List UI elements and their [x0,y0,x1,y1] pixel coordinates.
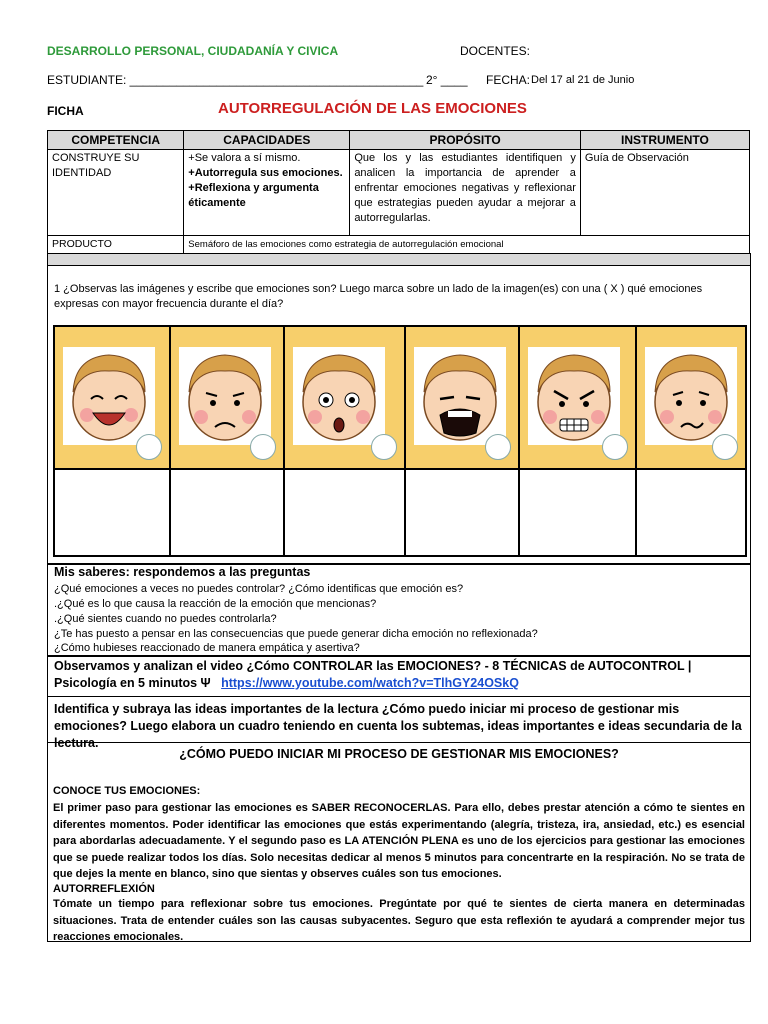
capacidades-cell [184,150,350,236]
area-title: DESARROLLO PERSONAL, CIUDADANÍA Y CIVICA [47,44,339,58]
competencia-cell: CONSTRUYE SU IDENTIDAD [48,150,184,236]
surprised-face-icon [293,347,385,445]
capacidad-1: +Se valora a sí mismo. [188,152,301,164]
ficha-label: FICHA [47,104,84,118]
faces-grid [53,325,747,557]
video-description: Observamos y analizan el video ¿Cómo CONTROLAR las EMOCIONES? - 8 TÉCNICAS de AUTOCONTROL | Psicología en 5 minutos Ψ [54,659,692,690]
sad-face-icon [179,347,271,445]
reading-paragraph-2: Tómate un tiempo para reflexionar sobre tus emociones. Pregúntate por qué te sientes de cierta manera en determinadas situaciones. Trata de entender cuáles son las causas subyacentes. Seguro que esta reflexión te ayudará a comprender mejor tus reacciones emocionales. [53,898,745,943]
instrumento-cell: Guía de Observación [580,150,749,236]
crying-face-icon [414,347,506,445]
saberes-box [47,563,751,657]
saberes-question-1: ¿Qué emociones a veces no puedes controlar? ¿Cómo identificas que emoción es? [54,583,464,595]
video-box [47,655,751,697]
answer-cell-2[interactable] [170,469,284,556]
mark-circle[interactable] [136,434,162,460]
video-text [54,658,744,692]
answer-cell-5[interactable] [519,469,636,556]
reading-title: ¿CÓMO PUEDO INICIAR MI PROCESO DE GESTIONAR MIS EMOCIONES? [179,747,619,761]
face-cell-crying [405,326,519,469]
face-cell-happy [54,326,170,469]
face-cell-sad [170,326,284,469]
question-1: 1 ¿Observas las imágenes y escribe que emociones son? Luego marca sobre un lado de la imagen(es) con una ( X ) qué emociones expresas con mayor frecuencia durante el día? [54,283,703,310]
mark-circle[interactable] [602,434,628,460]
header-proposito: PROPÓSITO [350,131,581,150]
estudiante-label: ESTUDIANTE: ____________________________________________ [47,73,424,87]
proposito-cell: Que los y las estudiantes identifiquen y analicen la importancia de aprender a enfrentar emociones negativas y reflexionar que estrategias pueden ayudar a mejorar a autorregularlas. [350,150,581,236]
video-link[interactable]: https://www.youtube.com/watch?v=TlhGY24OSkQ [221,676,519,690]
reading-subtitle-2: AUTORREFLEXIÓN [53,883,155,895]
answer-cell-6[interactable] [636,469,746,556]
saberes-question-3: .¿Qué sientes cuando no puedes controlarla? [54,613,277,625]
happy-face-icon [63,347,155,445]
producto-value: Semáforo de las emociones como estrategia de autorregulación emocional [184,236,750,254]
answer-cell-4[interactable] [405,469,519,556]
reading-box [47,742,751,942]
face-cell-worried [636,326,746,469]
answer-cell-3[interactable] [284,469,405,556]
fecha-label: FECHA: [486,73,531,87]
angry-face-icon [528,347,620,445]
capacidad-2: +Autorregula sus emociones. [188,167,343,179]
saberes-title: Mis saberes: respondemos a las preguntas [54,565,311,579]
instruction-box [47,696,751,750]
header-instrumento: INSTRUMENTO [580,131,749,150]
reading-subtitle-1: CONOCE TUS EMOCIONES: [53,785,201,797]
answer-cell-1[interactable] [54,469,170,556]
mark-circle[interactable] [371,434,397,460]
saberes-question-2: .¿Qué es lo que causa la reacción de la emoción que mencionas? [54,598,377,610]
header-capacidades: CAPACIDADES [184,131,350,150]
fecha-value: Del 17 al 21 de Junio [531,74,635,86]
reading-paragraph-1: El primer paso para gestionar las emociones es SABER RECONOCERLAS. Para ello, debes prestar atención a cómo te sientes en diferentes momentos. Poder identificar las emociones que estás experimentando (alegría, tristeza, ira, ansiedad, etc.) es esencial para abordarlas adecuadamente. Y el segundo paso es LA ATENCIÓN PLENA es uno de los ejercicios para gestionar las emociones que se puede realizar todos los días. Solo necesitas dedicar al menos 5 minutos para concentrarte en la respiración. No se trata de que dejes la mente en blanco, sino que sientas y observes cuáles son tus emociones. [53,802,745,880]
docentes-label: DOCENTES: [460,44,531,58]
page-title: AUTORREGULACIÓN DE LAS EMOCIONES [218,100,527,117]
producto-label: PRODUCTO [48,236,184,254]
face-cell-angry [519,326,636,469]
mark-circle[interactable] [250,434,276,460]
mark-circle[interactable] [485,434,511,460]
competency-table [47,130,750,254]
saberes-question-5: ¿Cómo hubieses reaccionado de manera empática y asertiva? [54,642,360,654]
saberes-question-4: ¿Te has puesto a pensar en las consecuencias que puede generar dicha emoción no reflexionada? [54,628,538,640]
mark-circle[interactable] [712,434,738,460]
face-cell-surprised [284,326,405,469]
capacidad-3: +Reflexiona y argumenta éticamente [188,182,319,209]
worried-face-icon [645,347,737,445]
grado-field: 2° ____ [426,73,468,87]
header-competencia: COMPETENCIA [48,131,184,150]
instruction-text: Identifica y subraya las ideas importantes de la lectura ¿Cómo puedo iniciar mi proceso de gestionar mis emociones? Luego elabora un cuadro teniendo en cuenta los subtemas, ideas importantes e ideas secundaria de la lectura. [54,702,742,750]
